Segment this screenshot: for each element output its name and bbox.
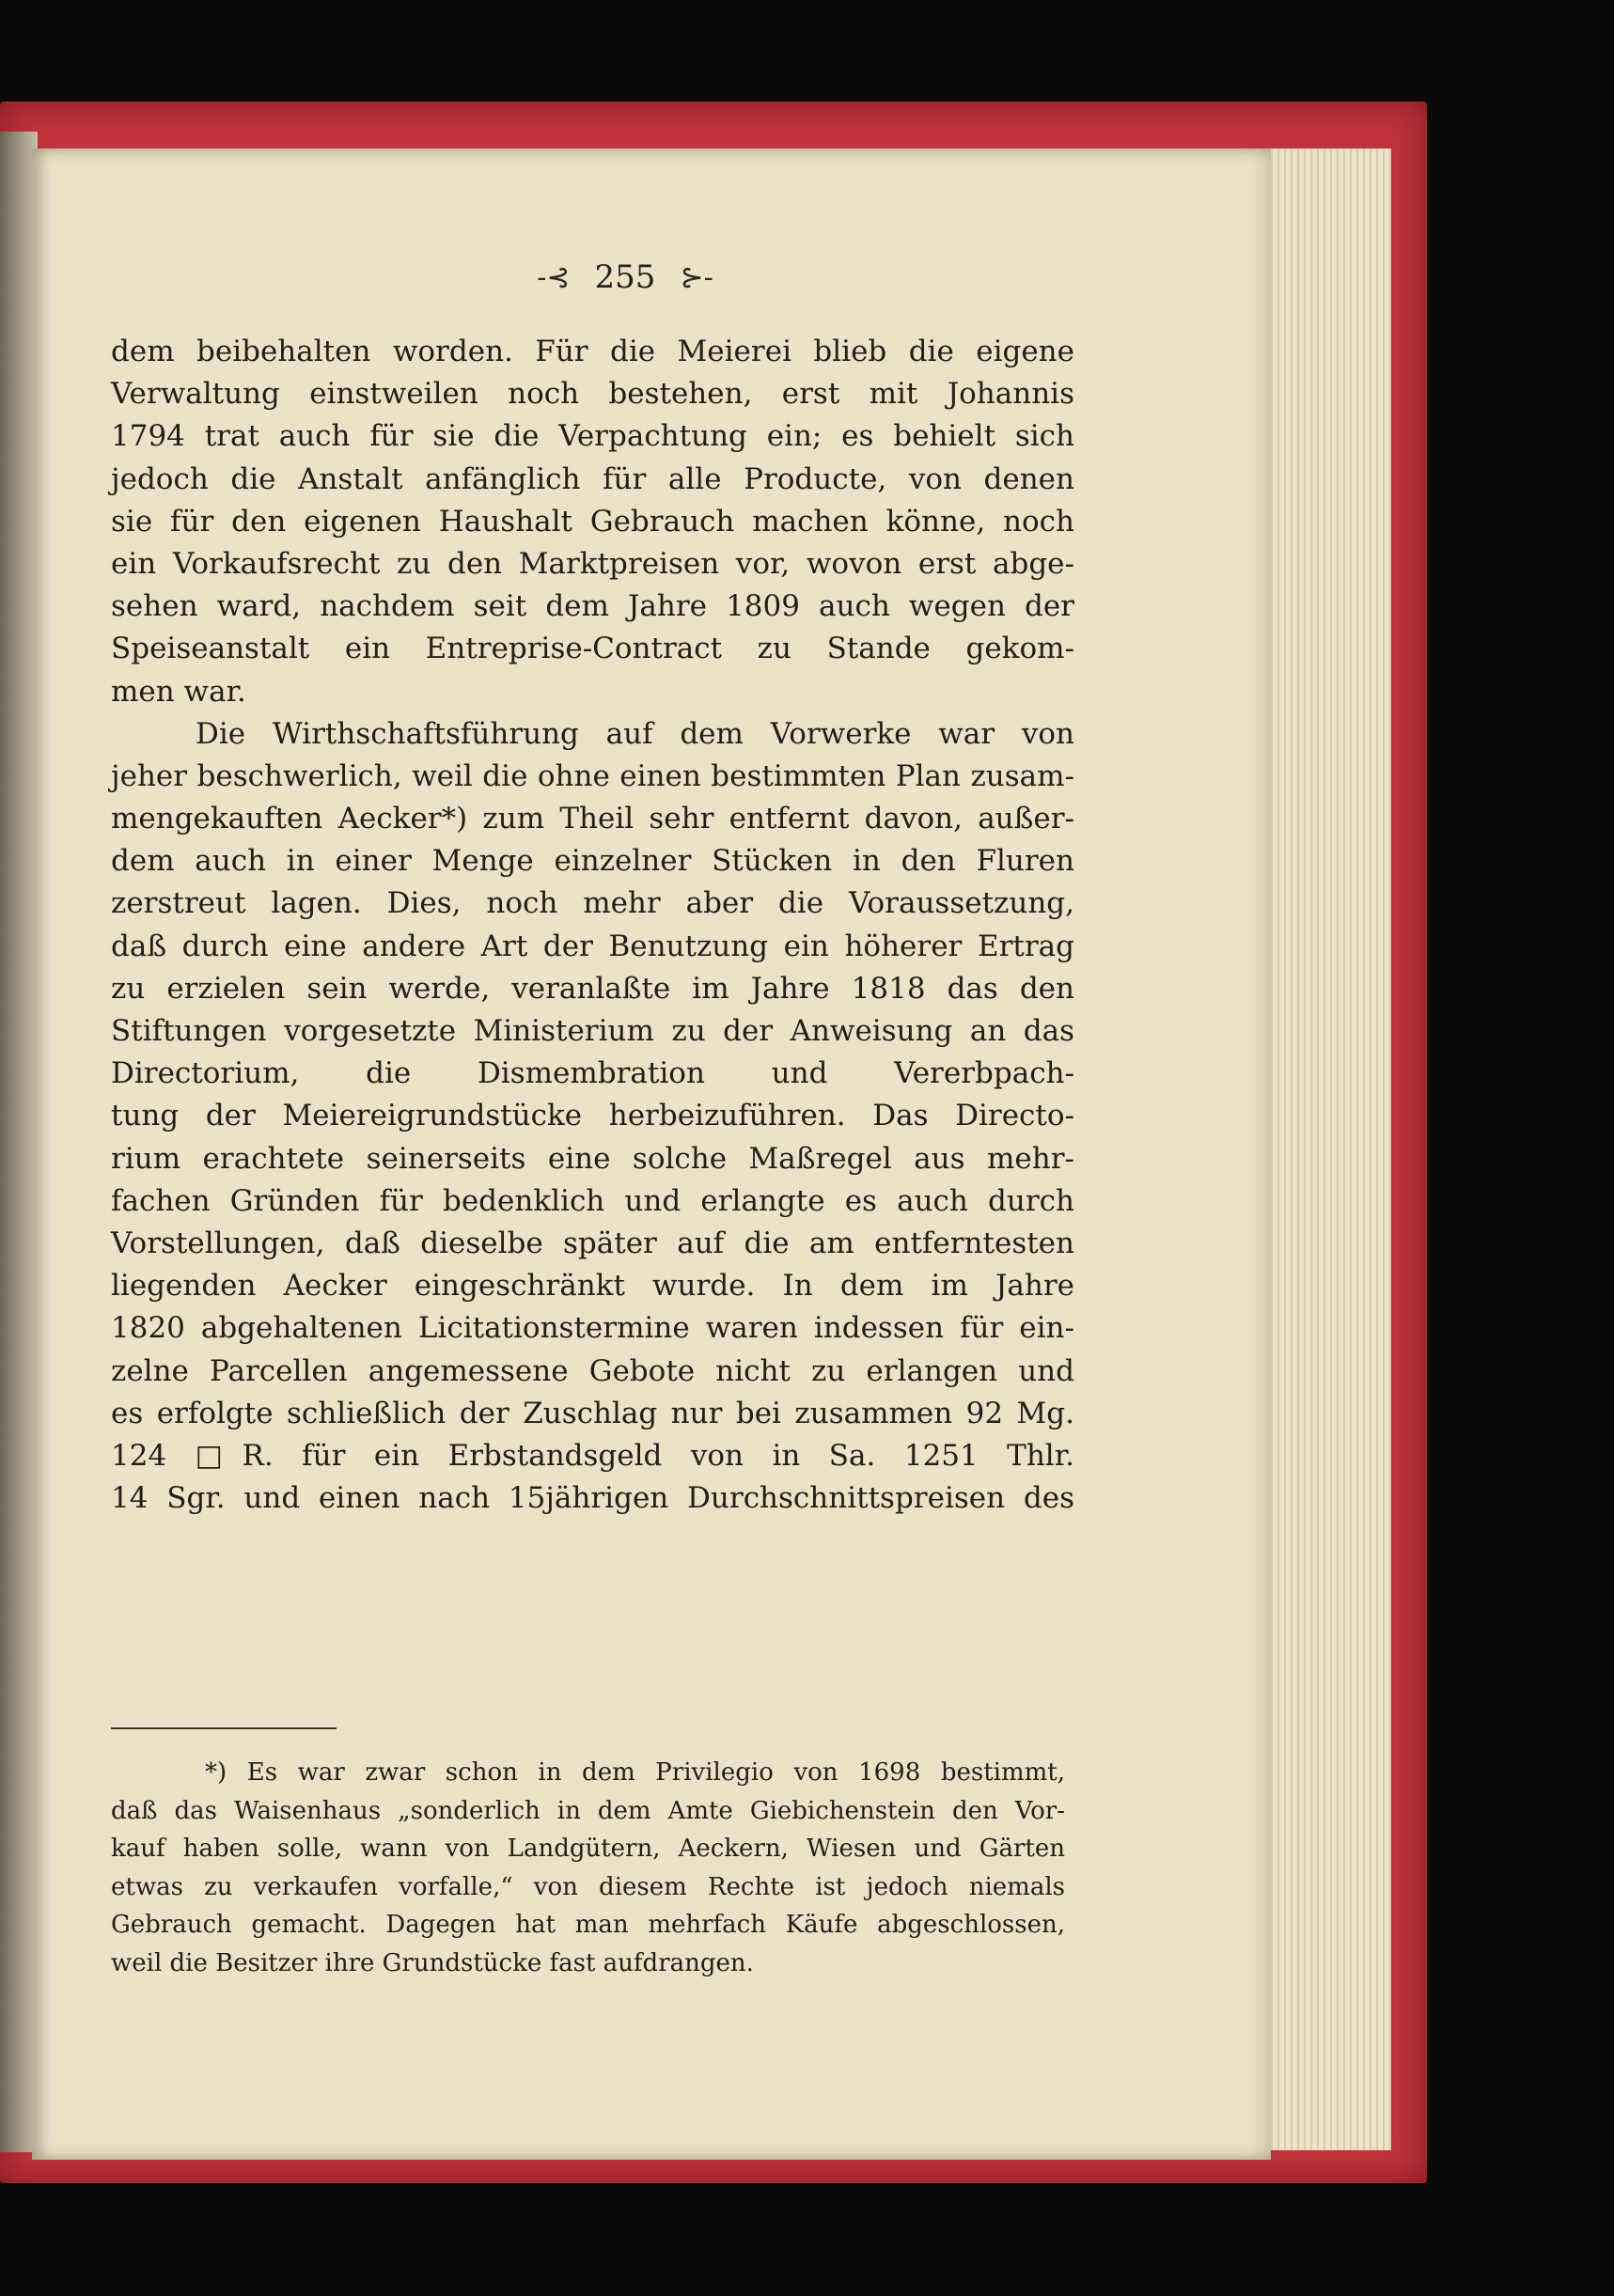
text-line: es erfolgte schließlich der Zuschlag nur bei zusammen 92 Mg. <box>111 1396 1074 1430</box>
text-line: jedoch die Anstalt anfänglich für alle Producte, von denen <box>111 461 1074 496</box>
text-line: Vorstellungen, daß dieselbe später auf die am entferntesten <box>111 1226 1074 1260</box>
text-line: fachen Gründen für bedenklich und erlangte es auch durch <box>111 1183 1074 1218</box>
text-line: men war. <box>111 674 246 709</box>
text-line: sehen ward, nachdem seit dem Jahre 1809 auch wegen der <box>111 589 1074 624</box>
footnote-line: *) Es war zwar schon in dem Privilegio von 1698 bestimmt, <box>205 1758 1065 1787</box>
footnote-line: weil die Besitzer ihre Grundstücke fast aufdrangen. <box>111 1948 754 1977</box>
text-line: Verwaltung einstweilen noch bestehen, erst mit Johannis <box>111 377 1074 412</box>
footnote-line: Gebrauch gemacht. Dagegen hat man mehrfach Käufe abgeschlossen, <box>111 1911 1065 1939</box>
text-line: ein Vorkaufsrecht zu den Marktpreisen vor, wovon erst abge- <box>111 546 1074 581</box>
text-line: 1820 abgehaltenen Licitationstermine waren indessen für ein- <box>111 1311 1074 1346</box>
footnote-line: kauf haben solle, wann von Landgütern, Aeckern, Wiesen und Gärten <box>111 1835 1065 1863</box>
ornament-right-icon: ⊱- <box>680 260 713 294</box>
footnote-line: daß das Waisenhaus „sonderlich in dem Amte Giebichenstein den Vor- <box>111 1796 1065 1825</box>
text-line: zelne Parcellen angemessene Gebote nicht zu erlangen und <box>111 1353 1074 1388</box>
text-line: rium erachtete seinerseits eine solche Maßregel aus mehr- <box>111 1141 1074 1176</box>
text-line: Stiftungen vorgesetzte Ministerium zu der Anweisung an das <box>111 1014 1074 1048</box>
text-line: mengekauften Aecker*) zum Theil sehr entfernt davon, außer- <box>111 802 1074 836</box>
text-line: daß durch eine andere Art der Benutzung ein höherer Ertrag <box>111 929 1074 963</box>
body-text <box>111 331 1074 1520</box>
text-line: 1794 trat auch für sie die Verpachtung ein; es behielt sich <box>111 419 1074 454</box>
text-line: sie für den eigenen Haushalt Gebrauch machen könne, noch <box>111 504 1074 539</box>
ornament-left-icon: -⊰ <box>537 260 571 294</box>
text-line: dem auch in einer Menge einzelner Stücken in den Fluren <box>111 844 1074 879</box>
text-line: dem beibehalten worden. Für die Meierei blieb die eigene <box>111 335 1074 368</box>
text-line: zerstreut lagen. Dies, noch mehr aber die Voraussetzung, <box>111 886 1074 921</box>
page-number: 255 <box>594 258 656 296</box>
footnote-line: etwas zu verkaufen vorfalle,“ von diesem Rechte ist jedoch niemals <box>111 1872 1065 1901</box>
text-line: 14 Sgr. und einen nach 15jährigen Durchschnittspreisen des <box>111 1481 1074 1516</box>
text-line: Directorium, die Dismembration und Vererbpach- <box>111 1056 1074 1091</box>
text-line: jeher beschwerlich, weil die ohne einen bestimmten Plan zusam- <box>111 758 1074 793</box>
text-line: zu erzielen sein werde, veranlaßte im Jahre 1818 das den <box>111 971 1074 1006</box>
footnote <box>111 1754 1065 1982</box>
text-line: Speiseanstalt ein Entreprise-Contract zu Stande gekom- <box>111 632 1074 666</box>
text-line: tung der Meiereigrundstücke herbeizuführen. Das Directo- <box>111 1099 1074 1133</box>
text-line: Die Wirthschaftsführung auf dem Vorwerke war von <box>196 716 1074 751</box>
text-line: liegenden Aecker eingeschränkt wurde. In dem im Jahre <box>111 1269 1074 1304</box>
running-head <box>470 256 780 299</box>
footnote-divider <box>111 1727 337 1729</box>
text-line: 124 □R. für ein Erbstandsgeld von in Sa. 1251 Thlr. <box>111 1438 1074 1473</box>
page-edges <box>1260 148 1391 2150</box>
